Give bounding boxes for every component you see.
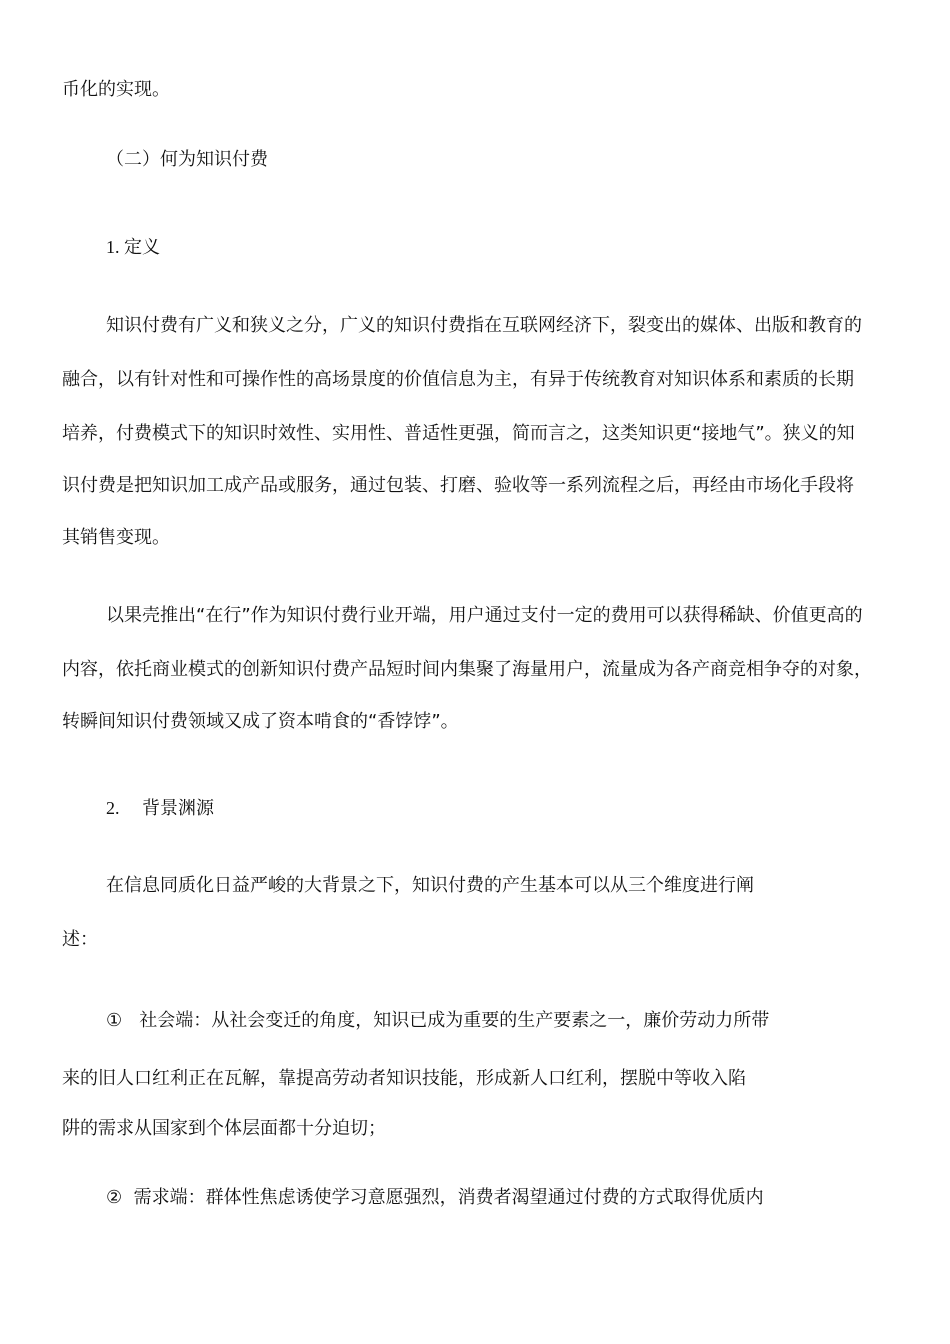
paragraph-line: 识付费是把知识加工成产品或服务，通过包装、打磨、验收等一系列流程之后，再经由市场化手段将: [62, 475, 854, 496]
paragraph-line: 知识付费有广义和狭义之分，广义的知识付费指在互联网经济下，裂变出的媒体、出版和教育的: [106, 315, 862, 336]
list-item-social: ① 社会端：从社会变迁的角度，知识已成为重要的生产要素之一，廉价劳动力所带: [106, 1010, 770, 1031]
paragraph-line: 在信息同质化日益严峻的大背景之下，知识付费的产生基本可以从三个维度进行阐: [106, 875, 754, 896]
paragraph-line: 来的旧人口红利正在瓦解，靠提高劳动者知识技能，形成新人口红利，摆脱中等收入陷: [62, 1068, 746, 1089]
subsection-heading-background: 2. 背景渊源: [106, 798, 214, 818]
paragraph-line: 转瞬间知识付费领域又成了资本啃食的“香饽饽”。: [62, 711, 459, 732]
section-heading: （二）何为知识付费: [106, 149, 268, 170]
paragraph-line: 以果壳推出“在行”作为知识付费行业开端，用户通过支付一定的费用可以获得稀缺、价值更高的: [106, 605, 863, 626]
paragraph-line: 其销售变现。: [62, 527, 170, 548]
paragraph-line: 融合，以有针对性和可操作性的高场景度的价值信息为主，有异于传统教育对知识体系和素质的长期: [62, 369, 854, 390]
paragraph-line: 内容，依托商业模式的创新知识付费产品短时间内集聚了海量用户，流量成为各产商竞相争夺的对象，: [62, 659, 872, 680]
paragraph-line: 阱的需求从国家到个体层面都十分迫切；: [62, 1118, 386, 1139]
subsection-heading-definition: 1. 定义: [106, 237, 160, 257]
paragraph-line: 培养，付费模式下的知识时效性、实用性、普适性更强，简而言之，这类知识更“接地气”。狭义的知: [62, 423, 855, 444]
text-line-continuation: 币化的实现。: [62, 79, 170, 100]
list-item-demand: ② 需求端：群体性焦虑诱使学习意愿强烈，消费者渴望通过付费的方式取得优质内: [106, 1187, 764, 1208]
paragraph-line: 述：: [62, 929, 98, 950]
